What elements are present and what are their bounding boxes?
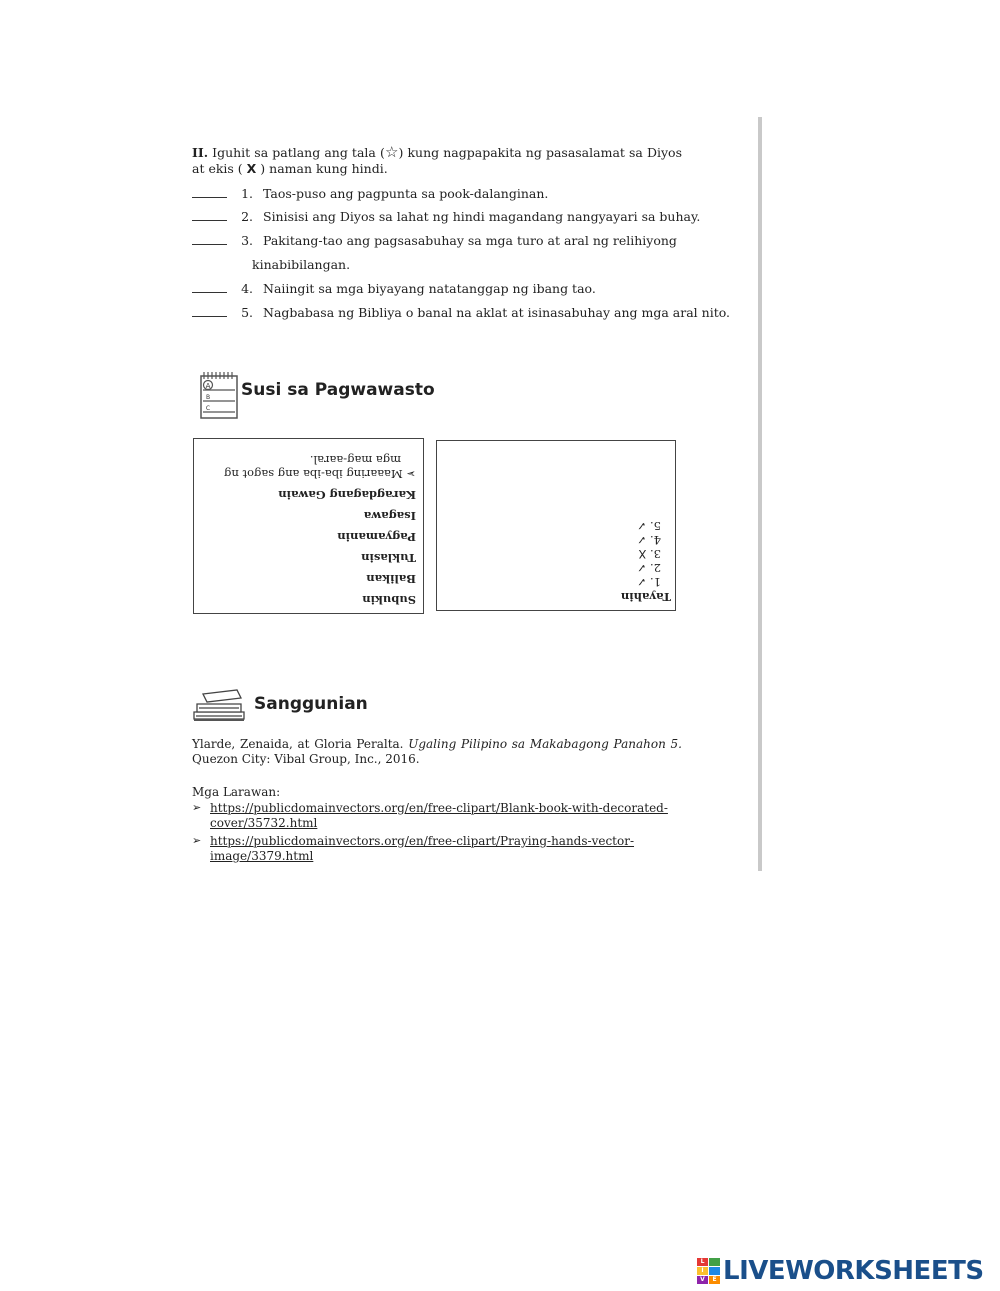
arrow-bullet-icon: ➢: [406, 467, 416, 481]
star-icon: ☆: [384, 143, 399, 161]
books-icon: [191, 686, 251, 722]
answer-key-title: Susi sa Pagwawasto: [241, 380, 435, 400]
answer-key-box-left: Subukin Balikan Tuklasin Pagyamanin Isagawa Karagdagang Gawain ➢ Maaaring iba-iba ang sagot ng mga mag-aaral.: [193, 438, 424, 614]
arrow-bullet-icon: ➢: [192, 801, 202, 814]
page-edge-rule: [758, 117, 762, 871]
logo-badge-icon: L I V E: [697, 1258, 720, 1284]
citation: Ylarde, Zenaida, at Gloria Peralta. Ugaling Pilipino sa Makabagong Panahon 5. Quezon City: Vibal Group, Inc., 2016.: [192, 737, 682, 766]
section-number: II.: [192, 145, 209, 160]
list-item: 2. Sinisisi ang Diyos sa lahat ng hindi magandang nangyayari sa buhay.: [192, 209, 700, 225]
answer-key-box-right: Tayahin 1. ✓ 2. ✓ 3. X 4. ✓ 5. ✓: [436, 440, 676, 611]
reference-link-1: https://publicdomainvectors.org/en/free-clipart/Blank-book-with-decorated- cover/35732.html: [210, 801, 668, 830]
x-mark-icon: X: [246, 161, 257, 176]
svg-text:A: A: [205, 382, 211, 390]
liveworksheets-logo[interactable]: [697, 1257, 984, 1285]
svg-text:B: B: [205, 394, 211, 401]
check-mark-icon: ✓: [636, 575, 647, 589]
svg-text:C: C: [205, 405, 211, 412]
reference-link-2: https://publicdomainvectors.org/en/free-clipart/Praying-hands-vector- image/3379.html: [210, 834, 635, 863]
answer-blank[interactable]: [192, 234, 227, 245]
answer-blank[interactable]: [192, 282, 227, 293]
x-mark-icon: X: [638, 547, 647, 561]
answer-blank[interactable]: [192, 187, 227, 198]
check-mark-icon: ✓: [636, 533, 647, 547]
list-item: 4. Naiingit sa mga biyayang natatanggap ng ibang tao.: [192, 281, 596, 297]
list-item: 5. Nagbabasa ng Bibliya o banal na aklat at isinasabuhay ang mga aral nito.: [192, 305, 730, 321]
images-label: Mga Larawan:: [192, 785, 281, 799]
answer-blank[interactable]: [192, 306, 227, 317]
references-title: Sanggunian: [254, 694, 368, 714]
arrow-bullet-icon: ➢: [192, 834, 202, 847]
section2-instruction: II. Iguhit sa patlang ang tala (☆) kung nagpapakita ng pasasalamat sa Diyos at ekis ( X ) naman kung hindi.: [192, 143, 682, 176]
list-item: 3. Pakitang-tao ang pagsasabuhay sa mga turo at aral ng relihiyong kinabibilangan.: [192, 233, 677, 273]
brand-name: LIVEWORKSHEETS: [723, 1256, 984, 1286]
check-mark-icon: ✓: [636, 561, 647, 575]
answer-key-icon: [199, 370, 239, 420]
answer-blank[interactable]: [192, 210, 227, 221]
list-item: 1. Taos-puso ang pagpunta sa pook-dalanginan.: [192, 186, 548, 202]
check-mark-icon: ✓: [636, 519, 647, 533]
